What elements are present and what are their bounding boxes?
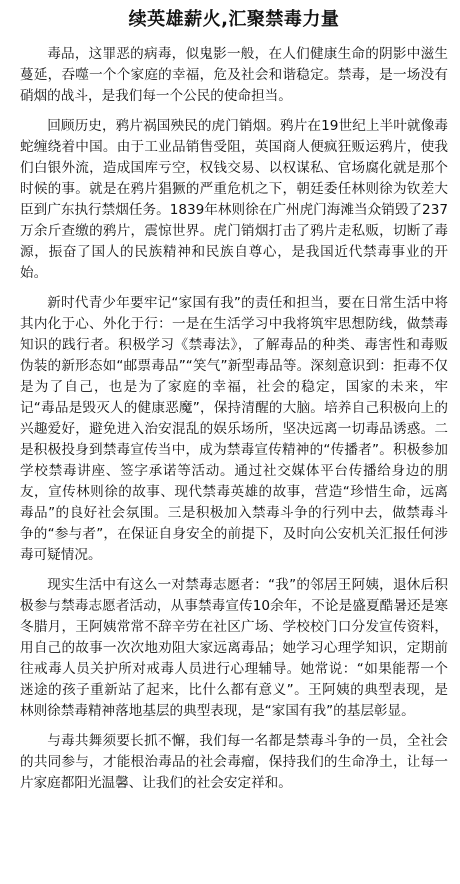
paragraph-youth-responsibility: 新时代青少年要牢记“家国有我”的责任和担当，要在日常生活中将其内化于心、外化于行：一是在生活学习中我将筑牢思想防线，做禁毒知识的践行者。积极学习《禁毒法》，了解毒品的种类、毒害性和毒贩伪装的新形态如“邮票毒品”“笑气”新型毒品等。深刻意识到：拒毒不仅是为了自己，也是为了家庭的幸福，社会的稳定，国家的未来，牢记“毒品是毁灭人的健康恶魔”，保持清醒的大脑。培养自己积极向上的兴趣爱好，避免进入治安混乱的娱乐场所，坚决远离一切毒品诱惑。二是积极投身到禁毒宣传当中，成为禁毒宣传精神的“传播者”。积极参加学校禁毒讲座、签字承诺等活动。通过社交媒体平台传播给身边的朋友，宣传林则徐的故事、现代禁毒英雄的故事，营造“珍惜生命，远离毒品”的良好社会氛围。三是积极加入禁毒斗争的行列中去，做禁毒斗争的“参与者”，在保证自身安全的前提下，及时向公安机关汇报任何涉毒可疑情况。: [20, 295, 448, 563]
paragraph-history: 回顾历史，鸦片祸国殃民的虎门销烟。鸦片在19世纪上半叶就像毒蛇缠绕着中国。由于工业品销售受阻，英国商人便疯狂贩运鸦片，使我们白银外流，造成国库亏空，权钱交易、以权谋私、官场腐化就是那个时候的事。就是在鸦片猖獗的严重危机之下，朝廷委任林则徐为钦差大臣到广东执行禁烟任务。1839年林则徐在广州虎门海滩当众销毁了237万余斤查缴的鸦片，震惊世界。虎门销烟打击了鸦片走私贩，切断了毒源，振奋了国人的民族精神和民族自尊心，是我国近代禁毒事业的开始。: [20, 118, 448, 281]
paragraph-intro: 毒品，这罪恶的病毒，似鬼影一般，在人们健康生命的阴影中滋生蔓延，吞噬一个个家庭的幸福，危及社会和谐稳定。禁毒，是一场没有硝烟的战斗，是我们每一个公民的使命担当。: [20, 46, 448, 104]
paragraph-conclusion: 与毒共舞须要长抓不懈，我们每一名都是禁毒斗争的一员，全社会的共同参与，才能根治毒品的社会毒瘤，保持我们的生命净土，让每一片家庭都阳光温馨、让我们的社会安定祥和。: [20, 733, 448, 791]
paragraph-volunteer-example: 现实生活中有这么一对禁毒志愿者：“我”的邻居王阿姨，退休后积极参与禁毒志愿者活动，从事禁毒宣传10余年，不论是盛夏酷暑还是寒冬腊月，王阿姨常常不辞辛劳在社区广场、学校校门口分发宣传资料，用自己的故事一次次地劝阻大家远离毒品；她学习心理学知识，定期前往戒毒人员关护所对戒毒人员进行心理辅导。她常说：“如果能帮一个迷途的孩子重新站了起来，比什么都有意义”。王阿姨的典型表现，是林则徐禁毒精神落地基层的典型表现，是“家国有我”的基层彰显。: [20, 577, 448, 719]
essay-title: 续英雄薪火,汇聚禁毒力量: [128, 9, 340, 30]
